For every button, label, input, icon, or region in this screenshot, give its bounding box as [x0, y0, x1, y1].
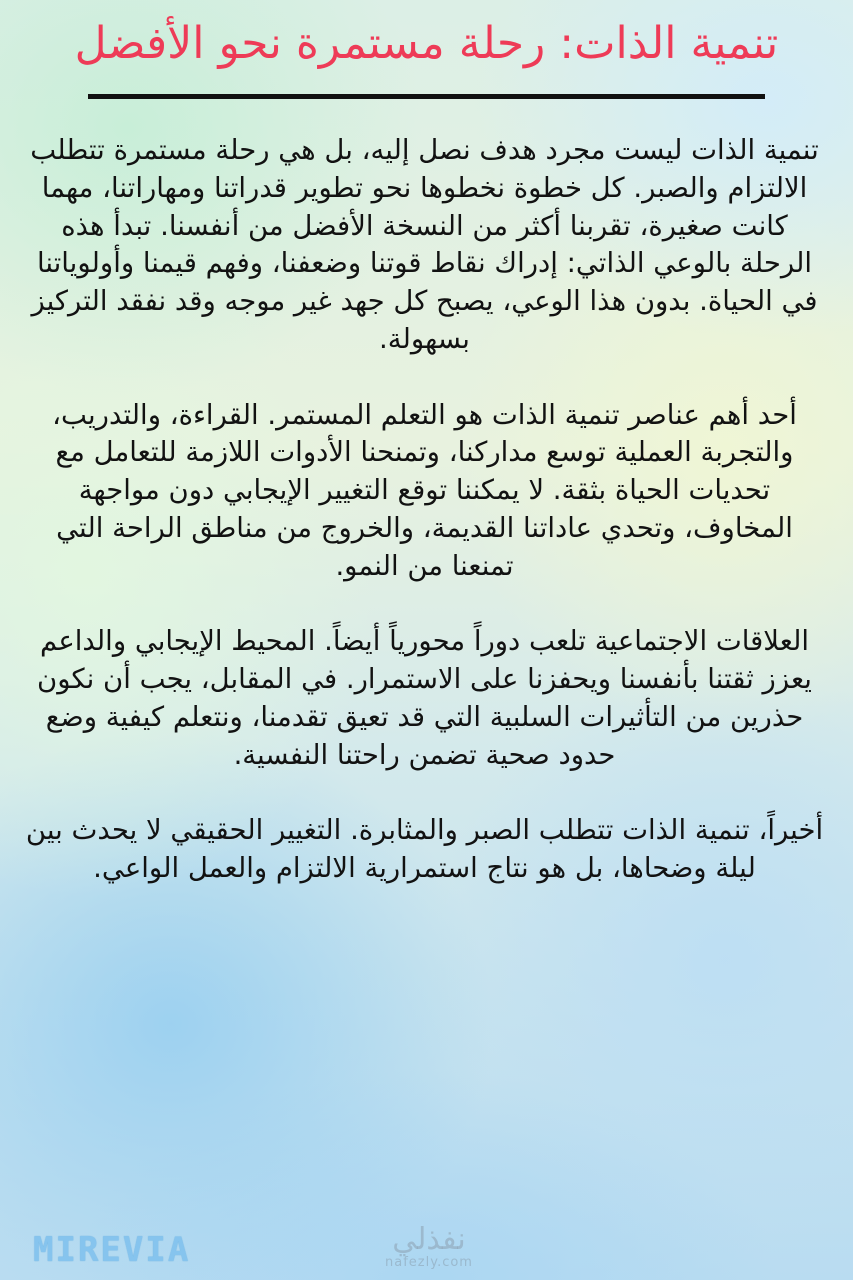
watermark — [374, 1224, 484, 1270]
paragraph-relationships: العلاقات الاجتماعية تلعب دوراً محورياً أيضاً. المحيط الإيجابي والداعم يعزز ثقتنا بأنفسنا ويحفزنا على الاستمرار. في المقابل، يجب أن نكون حذرين من التأثيرات السلبية التي قد تعيق تقدمنا، ونتعلم كيفية وضع حدود صحية تضمن راحتنا النفسية. — [37, 625, 812, 771]
title-divider — [88, 94, 765, 99]
page-title: تنمية الذات: رحلة مستمرة نحو الأفضل — [74, 18, 779, 69]
paragraph-learning: أحد أهم عناصر تنمية الذات هو التعلم المستمر. القراءة، والتدريب، والتجربة العملية توسع مداركنا، وتمنحنا الأدوات اللازمة للتعامل مع تحديات الحياة بثقة. لا يمكننا توقع التغيير الإيجابي دون مواجهة المخاوف، وتحدي عاداتنا القديمة، والخروج من مناطق الراحة التي تمنعنا من النمو. — [52, 398, 797, 582]
brand-logo: MIREVIA — [33, 1230, 191, 1270]
paragraph-conclusion: أخيراً، تنمية الذات تتطلب الصبر والمثابرة. التغيير الحقيقي لا يحدث بين ليلة وضحاها، بل هو نتاج استمرارية الالتزام والعمل الواعي. — [25, 814, 824, 885]
watermark-arabic: نفذلي — [392, 1222, 466, 1257]
paragraph-intro: تنمية الذات ليست مجرد هدف نصل إليه، بل هي رحلة مستمرة تتطلب الالتزام والصبر. كل خطوة نخطوها نحو تطوير قدراتنا ومهاراتنا، مهما كانت صغيرة، تقربنا أكثر من النسخة الأفضل من أنفسنا. تبدأ هذه الرحلة بالوعي الذاتي: إدراك نقاط قوتنا وضعفنا، وفهم قيمنا وأولوياتنا في الحياة. بدون هذا الوعي، يصبح كل جهد غير موجه وقد نفقد التركيز بسهولة. — [30, 134, 819, 355]
article-body — [22, 132, 827, 888]
watermark-latin: nafezly.com — [385, 1255, 473, 1270]
